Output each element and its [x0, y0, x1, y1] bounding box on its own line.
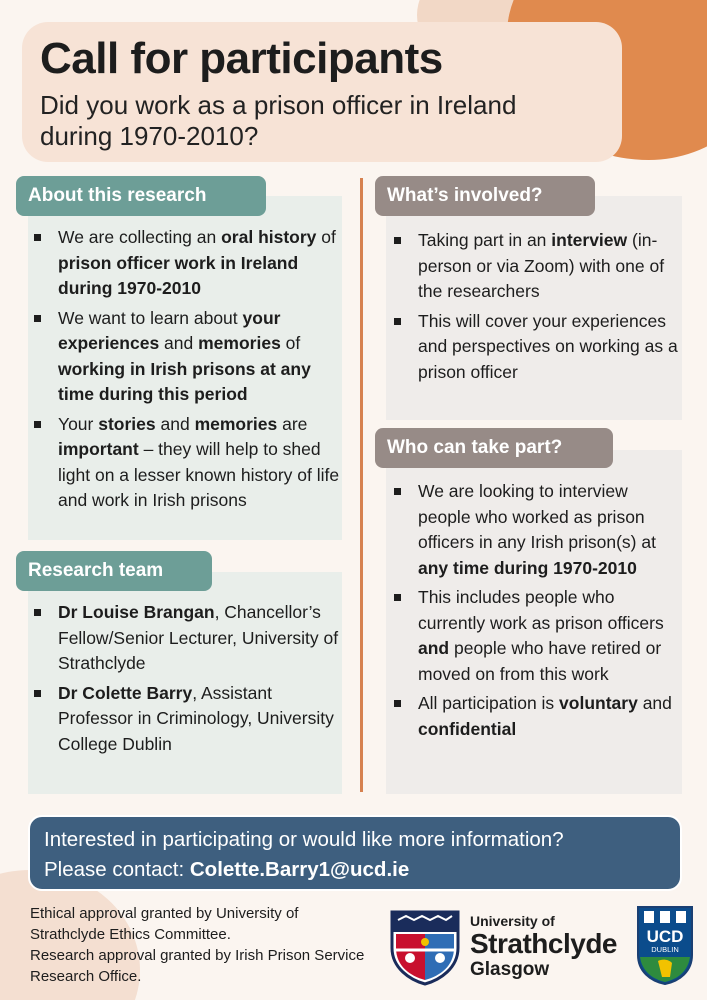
research-approval: Research approval granted by Irish Prison Service Research Office.	[30, 947, 365, 985]
emphasis-text: your experiences	[58, 307, 281, 353]
emphasis-text: memories	[194, 413, 278, 434]
strathclyde-wordmark: University of Strathclyde Glasgow	[470, 912, 617, 980]
emphasis-text: oral history	[221, 227, 317, 247]
contact-prompt: Interested in participating or would like more information?	[44, 828, 564, 851]
page-title: Call for participants	[40, 34, 443, 83]
team-list	[28, 600, 340, 761]
who-heading: Who can take part?	[375, 428, 613, 468]
emphasis-text: stories	[98, 413, 156, 434]
emphasis-text: any time during 1970-2010	[418, 557, 637, 578]
list-item: We are collecting an oral history of prison officer work in Ireland during 1970-2010	[28, 225, 340, 302]
list-item: Dr Louise Brangan, Chancellor’s Fellow/Senior Lecturer, University of Strathclyde	[28, 600, 340, 677]
strathclyde-crest-icon	[388, 906, 462, 986]
team-heading: Research team	[16, 551, 212, 591]
emphasis-text: Dr Colette Barry	[58, 682, 193, 703]
contact-email-link[interactable]: Colette.Barry1@ucd.ie	[189, 858, 410, 881]
list-item: Dr Colette Barry, Assistant Professor in Criminology, University College Dublin	[28, 681, 340, 758]
list-item: We are looking to interview people who worked as prison officers in any Irish prison(s) at any time during 1970-2010	[388, 479, 682, 581]
involved-heading: What’s involved?	[375, 176, 595, 216]
list-item: Your stories and memories are important – they will help to shed light on a lesser known history of life and work in Irish prisons	[28, 412, 340, 514]
involved-list	[388, 228, 682, 389]
emphasis-text: memories	[198, 333, 281, 353]
about-heading: About this research	[16, 176, 266, 216]
contact-line: Please contact: Colette.Barry1@ucd.ie	[44, 858, 410, 881]
list-item: We want to learn about your experiences and memories of working in Irish prisons at any time during this period	[28, 306, 340, 408]
header-card	[22, 22, 622, 162]
emphasis-text: prison officer work in Ireland during 1970-2010	[58, 252, 299, 298]
list-item: Taking part in an interview (in-person or via Zoom) with one of the researchers	[388, 228, 682, 305]
strathclyde-logo	[388, 906, 628, 986]
emphasis-text: interview	[551, 230, 628, 250]
list-item: All participation is voluntary and confidential	[388, 691, 682, 742]
svg-text:UCD: UCD	[646, 927, 684, 946]
emphasis-text: confidential	[418, 718, 517, 739]
ucd-logo-icon	[636, 905, 694, 985]
page-subtitle: Did you work as a prison officer in Ireland during 1970-2010?	[40, 90, 517, 151]
about-list	[28, 225, 340, 518]
emphasis-text: working in Irish prisons at any time during this period	[58, 358, 311, 404]
ethics-approval: Ethical approval granted by University of Strathclyde Ethics Committee.	[30, 905, 299, 943]
approval-notes	[30, 903, 375, 987]
who-list	[388, 479, 682, 746]
svg-text:DUBLIN: DUBLIN	[651, 945, 679, 954]
emphasis-text: important	[58, 439, 139, 459]
list-item: This includes people who currently work as prison officers and people who have retired or moved on from this work	[388, 585, 682, 687]
emphasis-text: and	[418, 638, 450, 658]
list-item: This will cover your experiences and perspectives on working as a prison officer	[388, 309, 682, 386]
column-divider	[360, 178, 363, 792]
emphasis-text: voluntary	[559, 693, 638, 713]
emphasis-text: Dr Louise Brangan	[58, 602, 215, 622]
contact-banner	[28, 815, 682, 891]
